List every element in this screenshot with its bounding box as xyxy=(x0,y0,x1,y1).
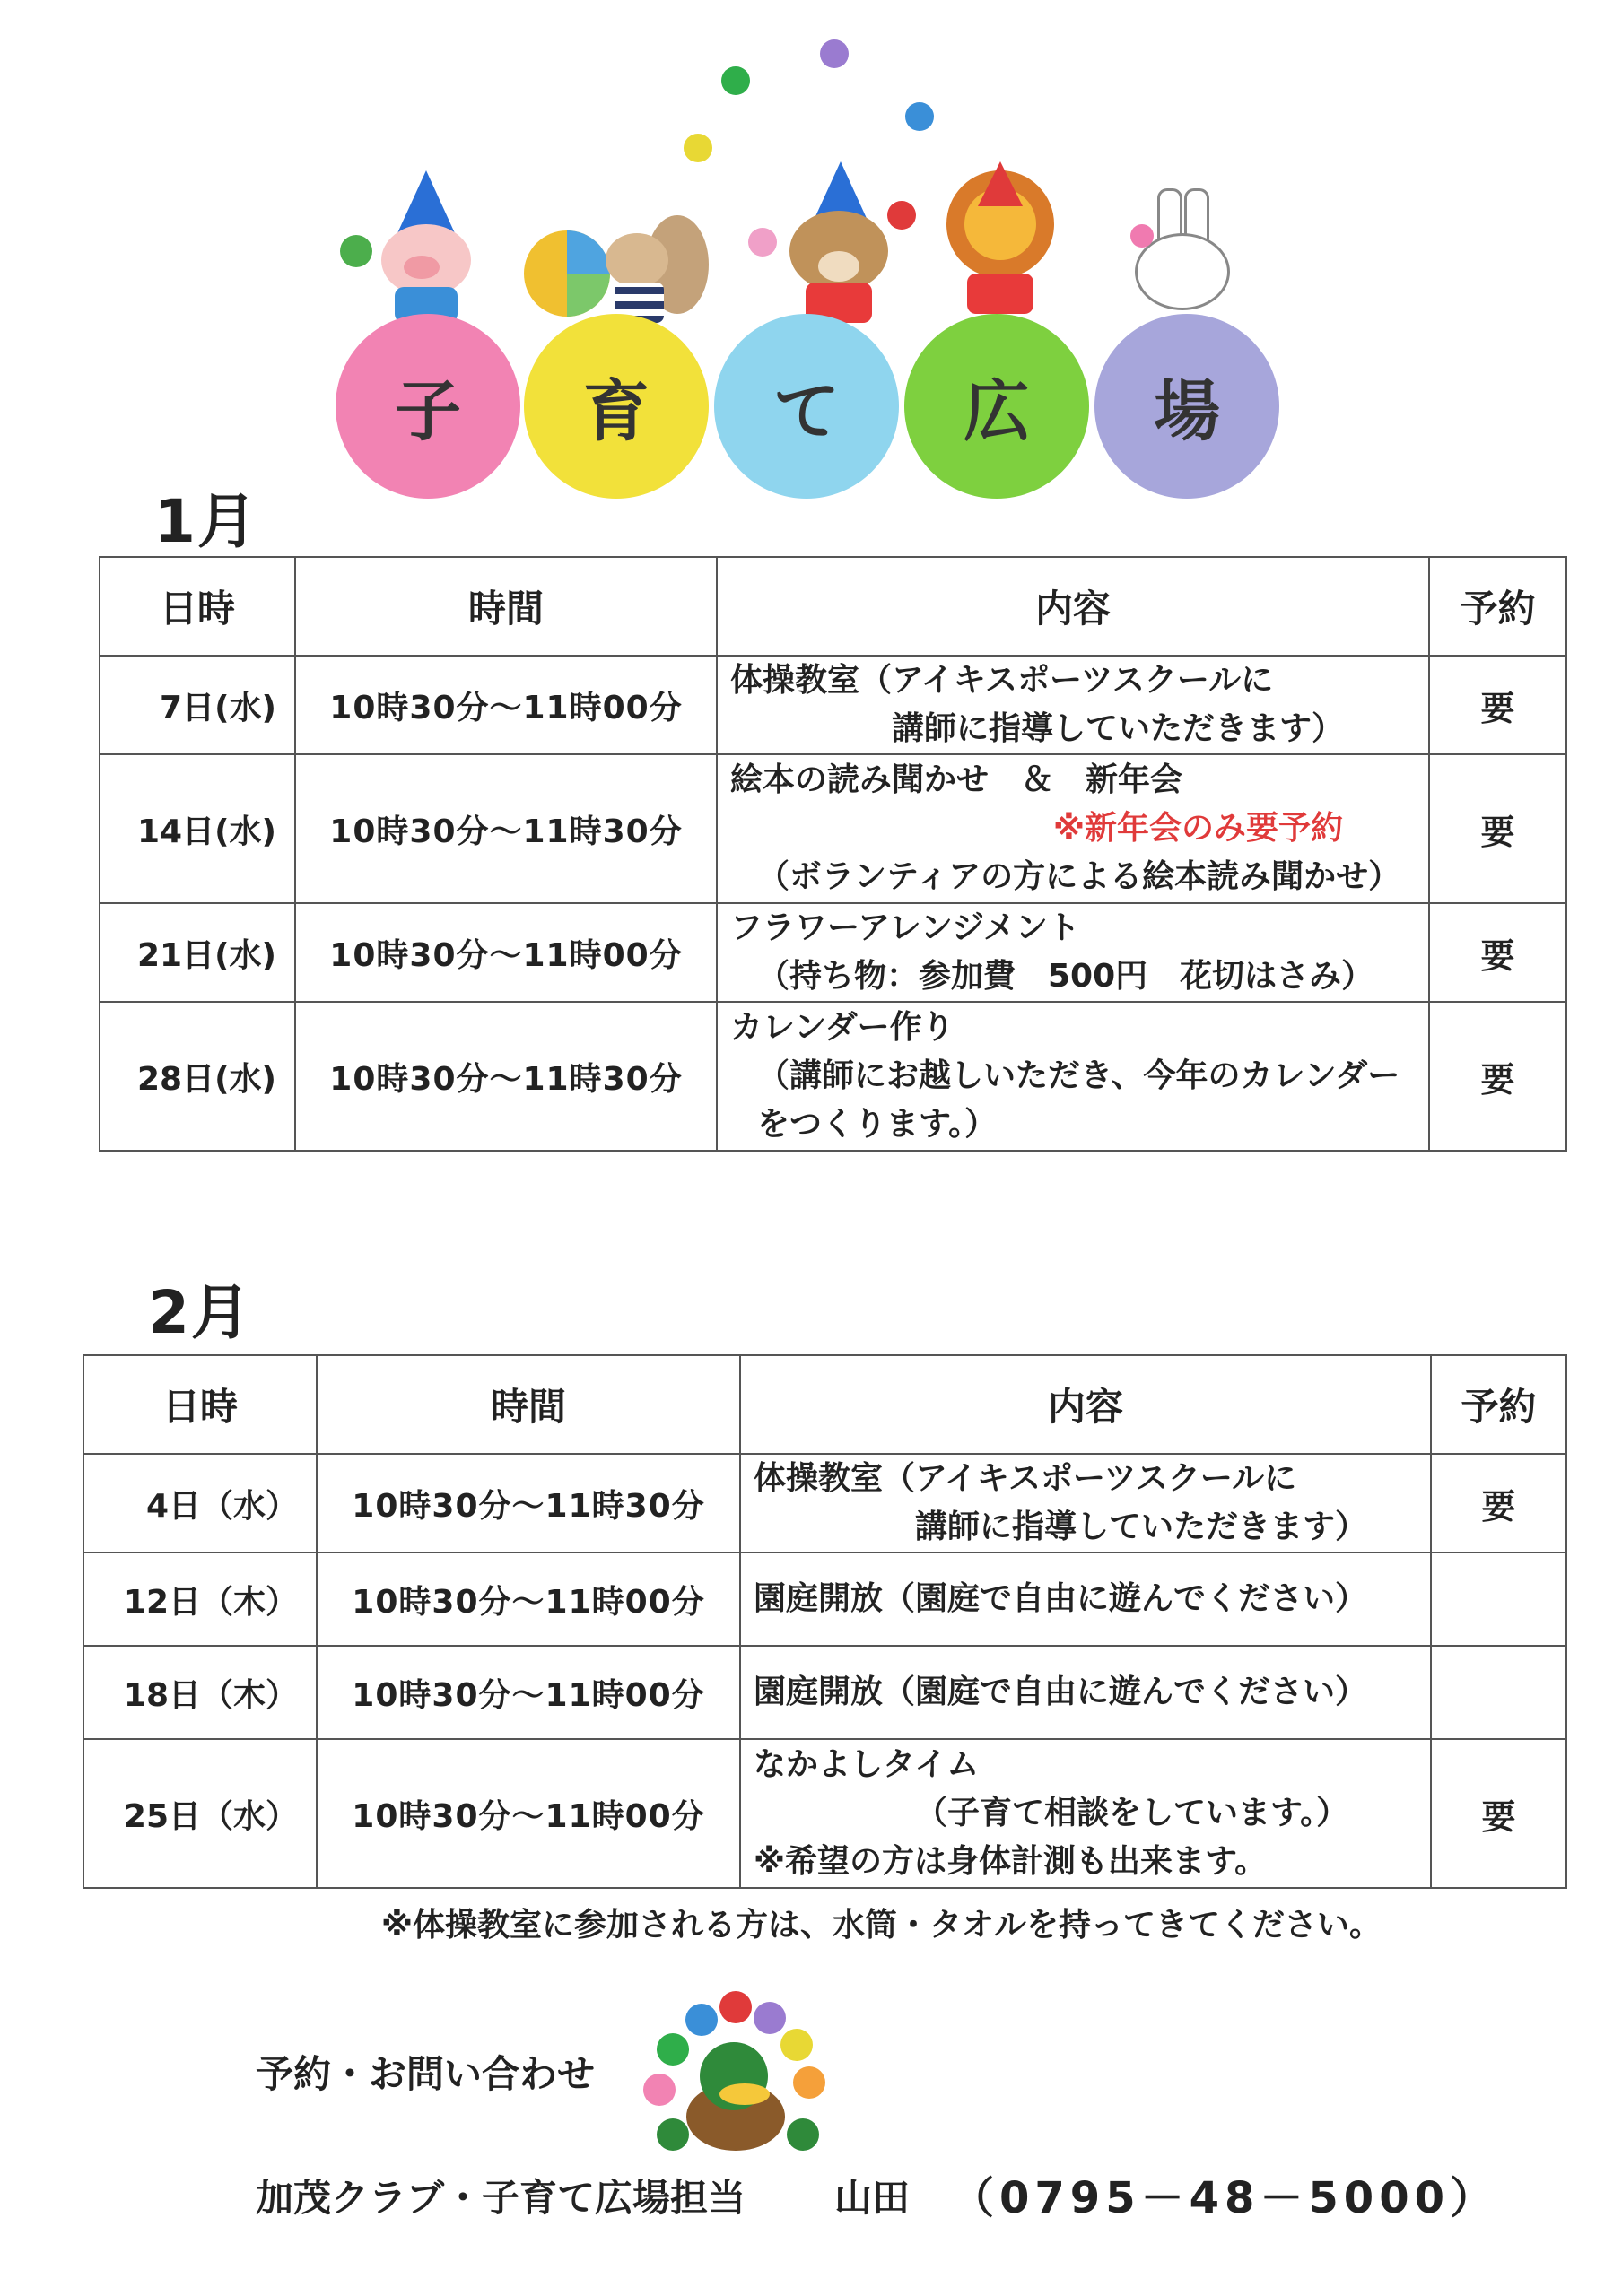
header-time: 時間 xyxy=(317,1355,740,1454)
title-char-5: 場 xyxy=(1154,373,1220,450)
table-row xyxy=(100,1002,1566,1151)
row-reservation: 要 xyxy=(1429,754,1566,903)
row-date: 21日(水) xyxy=(100,903,295,1002)
contact-phone: （0795－48－5000） xyxy=(951,2173,1498,2223)
header-date: 日時 xyxy=(100,557,295,656)
header-reservation: 予約 xyxy=(1429,557,1566,656)
row-date: 12日（木） xyxy=(83,1552,317,1646)
title-circle-4 xyxy=(904,314,1089,499)
row-content xyxy=(717,903,1429,1002)
row-content xyxy=(740,1739,1431,1888)
row-time: 10時30分～11時30分 xyxy=(295,754,717,903)
header-date: 日時 xyxy=(83,1355,317,1454)
contact-person: 山田 xyxy=(834,2176,911,2220)
contact-org: 加茂クラブ・子育て広場担当 xyxy=(256,2176,746,2220)
schedule-table-jan xyxy=(99,556,1567,1152)
table-row xyxy=(100,903,1566,1002)
row-reservation: 要 xyxy=(1431,1739,1566,1888)
row-content xyxy=(717,754,1429,903)
reservation-note: ※新年会のみ要予約 xyxy=(1053,810,1343,847)
title-char-3: て xyxy=(773,373,840,450)
table-row xyxy=(83,1739,1566,1888)
table-header-row xyxy=(83,1355,1566,1454)
bunny-character-icon xyxy=(1121,188,1229,323)
content-line: 絵本の読み聞かせ ＆ 新年会 xyxy=(730,761,1183,798)
row-reservation: 要 xyxy=(1429,1002,1566,1151)
pig-character-icon xyxy=(372,170,480,323)
row-date: 7日(水) xyxy=(100,656,295,754)
content-line: フラワーアレンジメント xyxy=(730,909,1080,946)
content-line: 体操教室（アイキスポーツスクールに xyxy=(754,1460,1297,1497)
content-line: カレンダー作り xyxy=(730,1009,955,1046)
row-content xyxy=(717,1002,1429,1151)
footnote: ※体操教室に参加される方は、水筒・タオルを持ってきてください。 xyxy=(381,1907,1382,1944)
content-line: （ボランティアの方による絵本読み聞かせ） xyxy=(757,858,1401,895)
row-content xyxy=(740,1646,1431,1739)
content-line: 園庭開放（園庭で自由に遊んでください） xyxy=(754,1674,1368,1710)
row-date: 25日（水） xyxy=(83,1739,317,1888)
schedule-table-feb xyxy=(83,1354,1567,1889)
content-line: なかよしタイム xyxy=(754,1746,980,1783)
header-time: 時間 xyxy=(295,557,717,656)
table-row xyxy=(100,754,1566,903)
title-circle-1 xyxy=(336,314,520,499)
row-reservation xyxy=(1431,1646,1566,1739)
kindergarten-logo xyxy=(619,1982,843,2161)
row-reservation xyxy=(1431,1552,1566,1646)
table-row xyxy=(83,1552,1566,1646)
month-heading-feb: 2月 xyxy=(148,1278,252,1347)
title-char-2: 育 xyxy=(583,373,650,450)
title-circle-3 xyxy=(714,314,899,499)
row-time: 10時30分～11時00分 xyxy=(317,1646,740,1739)
table-row xyxy=(100,656,1566,754)
row-date: 14日(水) xyxy=(100,754,295,903)
row-date: 18日（木） xyxy=(83,1646,317,1739)
row-reservation: 要 xyxy=(1431,1454,1566,1552)
row-time: 10時30分～11時00分 xyxy=(317,1739,740,1888)
row-content xyxy=(740,1552,1431,1646)
content-line: （子育て相談をしています。） xyxy=(915,1795,1349,1831)
lion-character-icon xyxy=(933,144,1068,323)
row-content xyxy=(717,656,1429,754)
title-char-1: 子 xyxy=(395,373,461,450)
month-heading-jan: 1月 xyxy=(154,487,258,556)
row-date: 28日(水) xyxy=(100,1002,295,1151)
row-reservation: 要 xyxy=(1429,903,1566,1002)
row-date: 4日（水） xyxy=(83,1454,317,1552)
content-line: （持ち物：参加費 500円 花切はさみ） xyxy=(757,958,1374,995)
title-circle-2 xyxy=(524,314,709,499)
table-row xyxy=(83,1646,1566,1739)
table-row xyxy=(83,1454,1566,1552)
contact-label: 予約・お問い合わせ xyxy=(256,2052,596,2096)
header-content: 内容 xyxy=(717,557,1429,656)
content-line: をつくります。） xyxy=(757,1106,998,1143)
content-line: 講師に指導していただきます） xyxy=(915,1509,1368,1545)
title-circle-5 xyxy=(1094,314,1279,499)
content-line: 園庭開放（園庭で自由に遊んでください） xyxy=(754,1580,1368,1617)
row-time: 10時30分～11時00分 xyxy=(317,1552,740,1646)
duck-logo-icon xyxy=(619,1982,843,2161)
content-line: （講師にお越しいただき、今年のカレンダー xyxy=(757,1057,1400,1094)
row-time: 10時30分～11時00分 xyxy=(295,656,717,754)
header-reservation: 予約 xyxy=(1431,1355,1566,1454)
row-content xyxy=(740,1454,1431,1552)
bear-character-icon xyxy=(780,161,897,323)
row-reservation: 要 xyxy=(1429,656,1566,754)
title-char-4: 広 xyxy=(964,373,1030,450)
content-line: 講師に指導していただきます） xyxy=(892,710,1345,747)
row-time: 10時30分～11時30分 xyxy=(295,1002,717,1151)
table-header-row xyxy=(100,557,1566,656)
row-time: 10時30分～11時00分 xyxy=(295,903,717,1002)
row-time: 10時30分～11時30分 xyxy=(317,1454,740,1552)
content-line: ※希望の方は身体計測も出来ます。 xyxy=(754,1843,1268,1880)
header-content: 内容 xyxy=(740,1355,1431,1454)
content-line: 体操教室（アイキスポーツスクールに xyxy=(730,662,1274,699)
